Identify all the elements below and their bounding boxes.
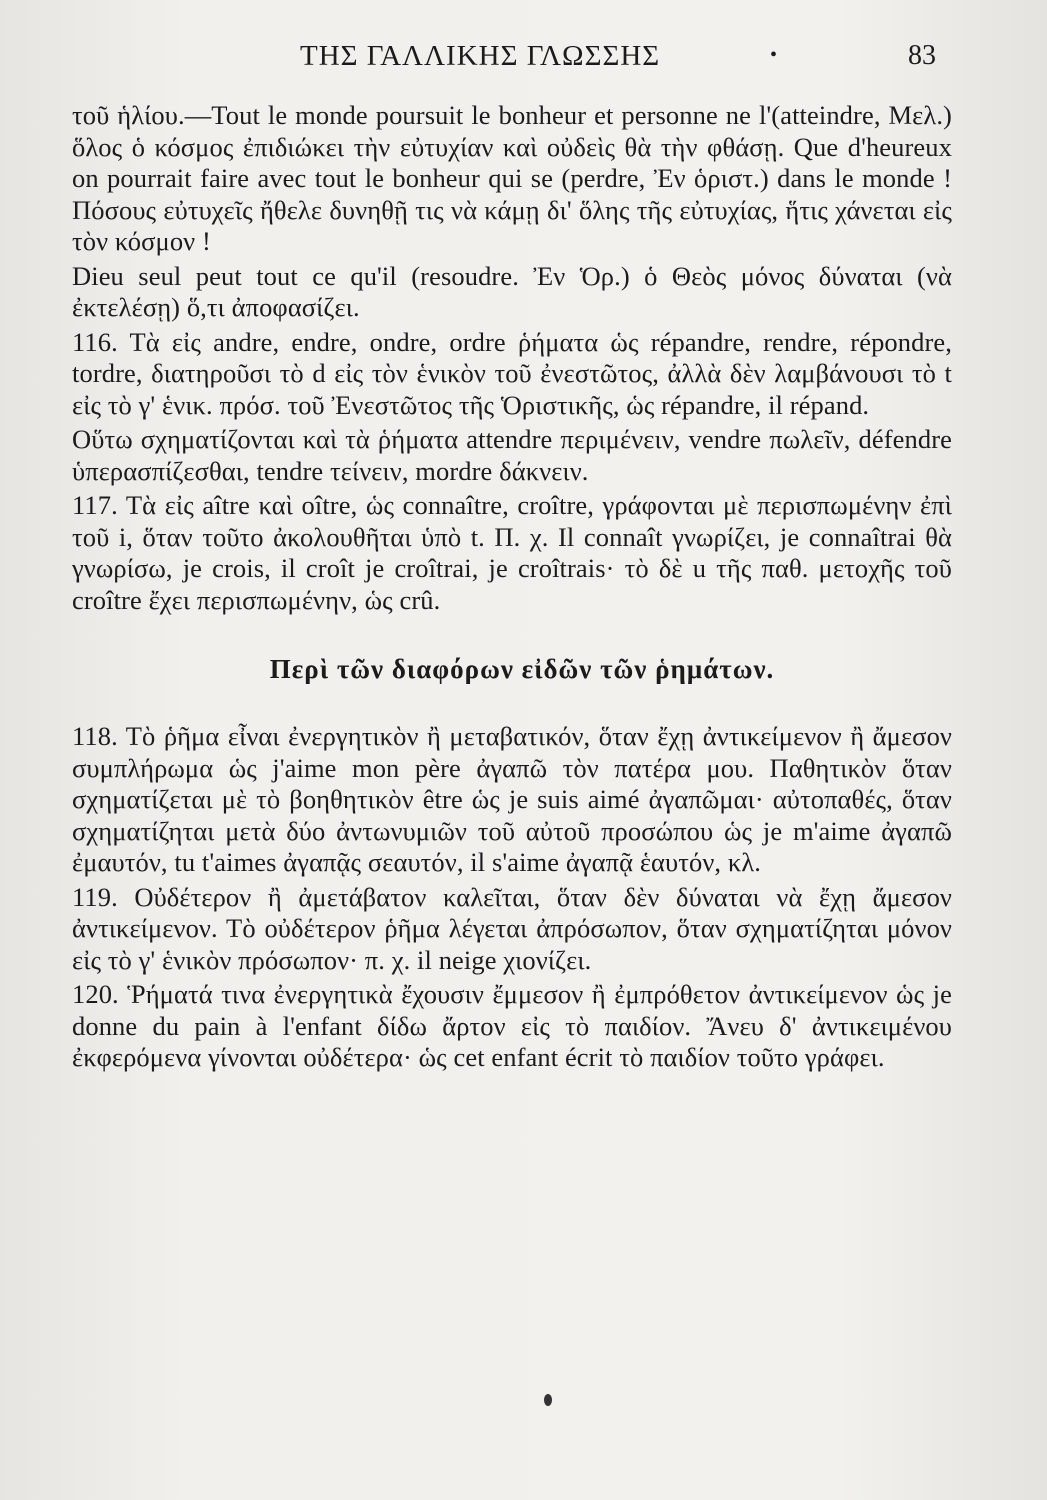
paragraph-117: 117. Τὰ εἰς aître καὶ oître, ὡς connaître, croître, γράφονται μὲ περισπωμένην ἐπὶ τοῦ i, ὅταν τοῦτο ἀκολουθῆται ὑπὸ t. Π. χ. Il connaît γνωρίζει, je connaîtrai θὰ γνωρίσω, je crois, il croît je croîtrai, je croîtrais· τὸ δὲ u τῆς παθ. μετοχῆς τοῦ croître ἔχει περισπωμένην, ὡς crû. [72,490,952,615]
body-text [72,100,952,1074]
ink-dot-ornament [544,1394,552,1406]
running-title: ΤΗΣ ΓΑΛΛΙΚΗΣ ΓΛΩΣΣΗΣ [300,40,661,72]
page-header [0,40,1047,80]
header-bullet: • [770,44,778,66]
paragraph-116: 116. Τὰ εἰς andre, endre, ondre, ordre ῥήματα ὡς répandre, rendre, répondre, tordre, διατηροῦσι τὸ d εἰς τὸν ἑνικὸν τοῦ ἐνεστῶτος, ἀλλὰ δὲν λαμβάνουσι τὸ t εἰς τὸ γ' ἑνικ. πρόσ. τοῦ Ἐνεστῶτος τῆς Ὁριστικῆς, ὡς répandre, il répand. [72,326,952,420]
paragraph-119: 119. Οὐδέτερον ἢ ἀμετάβατον καλεῖται, ὅταν δὲν δύναται νὰ ἔχῃ ἄμεσον ἀντικείμενον. Τὸ οὐδέτερον ῥῆμα λέγεται ἀπρόσωπον, ὅταν σχηματίζηται μόνον εἰς τὸ γ' ἑνικὸν πρόσωπον· π. χ. il neige χιονίζει. [72,881,952,975]
paragraph-120: 120. Ῥήματά τινα ἐνεργητικὰ ἔχουσιν ἔμμεσον ἢ ἐμπρόθετον ἀντικείμενον ὡς je donne du pain à l'enfant δίδω ἄρτον εἰς τὸ παιδίον. Ἄνευ δ' ἀντικειμένου ἐκφερόμενα γίνονται οὐδέτερα· ὡς cet enfant écrit τὸ παιδίον τοῦτο γράφει. [72,979,952,1072]
section-heading: Περὶ τῶν διαφόρων εἰδῶν τῶν ῥημάτων. [269,654,775,684]
paragraph-dieu-seul: Dieu seul peut tout ce qu'il (resoudre. Ἐν Ὁρ.) ὁ Θεὸς μόνος δύναται (νὰ ἐκτελέσῃ) ὅ,τι ἀποφασίζει. [72,260,952,322]
paragraph-sun-example: τοῦ ἡλίου.—Tout le monde poursuit le bonheur et personne ne l'(atteindre, Μελ.) ὅλος ὁ κόσμος ἐπιδιώκει τὴν εὐτυχίαν καὶ οὐδεὶς θὰ τὴν φθάσῃ. Que d'heureux on pourrait faire avec tout le bonheur qui se (perdre, Ἐν ὁριστ.) dans le monde ! Πόσους εὐτυχεῖς ἤθελε δυνηθῇ τις νὰ κάμῃ δι' ὅλης τῆς εὐτυχίας, ἥτις χάνεται εἰς τὸν κόσμον ! [72,100,952,256]
paragraph-116-continued: Οὕτω σχηματίζονται καὶ τὰ ῥήματα attendre περιμένειν, vendre πωλεῖν, défendre ὑπερασπίζεσθαι, tendre τείνειν, mordre δάκνειν. [72,424,952,486]
paragraph-118: 118. Τὸ ῥῆμα εἶναι ἐνεργητικὸν ἢ μεταβατικόν, ὅταν ἔχῃ ἀντικείμενον ἢ ἄμεσον συμπλήρωμα ὡς j'aime mon père ἀγαπῶ τὸν πατέρα μου. Παθητικὸν ὅταν σχηματίζεται μὲ τὸ βοηθητικὸν être ὡς je suis aimé ἀγαπῶμαι· αὐτοπαθές, ὅταν σχηματίζηται μετὰ δύο ἀντωνυμιῶν τοῦ αὐτοῦ προσώπου ὡς je m'aime ἀγαπῶ ἐμαυτόν, tu t'aimes ἀγαπᾷς σεαυτόν, il s'aime ἀγαπᾷ ἑαυτόν, κλ. [72,721,952,877]
page-number: 83 [908,40,936,71]
